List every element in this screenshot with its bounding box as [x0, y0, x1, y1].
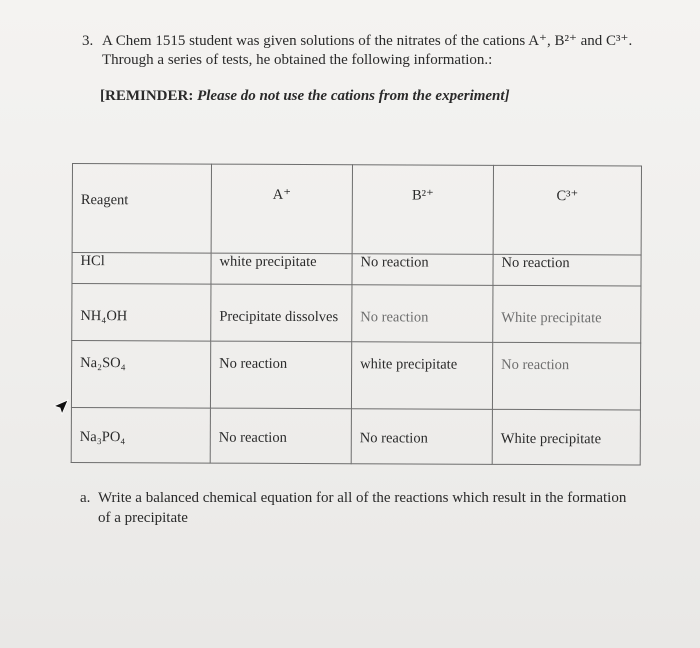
reagent-cell: HCl	[72, 253, 211, 285]
table-row	[72, 284, 641, 343]
reminder-note	[100, 88, 510, 105]
result-cell: No reaction	[493, 254, 641, 286]
result-value: No reaction	[359, 430, 428, 447]
table-row	[71, 407, 640, 464]
result-value: No reaction	[360, 309, 429, 326]
header-cation-b: B²⁺	[352, 165, 493, 255]
header-cation-c: C³⁺	[493, 165, 641, 255]
result-cell	[492, 409, 640, 465]
result-value: White precipitate	[500, 430, 602, 448]
result-cell	[210, 408, 351, 464]
header-cation-a: A⁺	[211, 164, 352, 254]
reagent-cell	[71, 407, 210, 463]
reminder-text: Please do not use the cations from the experiment]	[197, 88, 510, 104]
result-value: white precipitate	[360, 356, 458, 373]
table-row	[71, 341, 640, 410]
result-cell	[492, 342, 640, 410]
reagent-value: NH₄OH	[80, 308, 128, 325]
question-number: 3.	[82, 33, 94, 49]
result-cell: white precipitate	[211, 253, 352, 285]
result-value: White precipitate	[501, 309, 602, 327]
table-row	[72, 253, 641, 286]
result-value: No reaction	[219, 355, 288, 372]
result-value: No reaction	[218, 429, 287, 446]
header-reagent: Reagent	[72, 164, 211, 254]
result-cell	[352, 285, 493, 343]
question-line-1: A Chem 1515 student was given solutions of the nitrates of the cations A⁺, B²⁺ and C³⁺.	[102, 33, 633, 49]
reagent-value: Na₃PO₄	[79, 429, 126, 446]
reagent-value: Na₂SO₄	[80, 355, 126, 372]
reagent-cell	[71, 341, 210, 409]
question-line-2: Through a series of tests, he obtained the following information.:	[102, 52, 493, 68]
question-3	[82, 32, 672, 70]
subquestion-text: Write a balanced chemical equation for all of the reactions which result in the formation of a precipitate	[98, 490, 627, 526]
mouse-pointer-icon	[52, 398, 70, 416]
result-cell	[351, 409, 492, 465]
reminder-lead: [REMINDER:	[100, 88, 198, 104]
subquestion-a	[80, 488, 640, 528]
result-cell: No reaction	[352, 254, 493, 286]
result-cell	[210, 341, 351, 409]
reagent-cell	[72, 284, 211, 342]
subquestion-label: a.	[80, 490, 91, 506]
result-cell	[211, 284, 352, 342]
results-table	[71, 163, 642, 465]
result-value: No reaction	[501, 356, 570, 374]
result-cell	[351, 342, 492, 410]
table-header-row	[72, 164, 641, 255]
result-cell	[493, 285, 641, 343]
result-value: Precipitate dissolves	[219, 308, 339, 326]
